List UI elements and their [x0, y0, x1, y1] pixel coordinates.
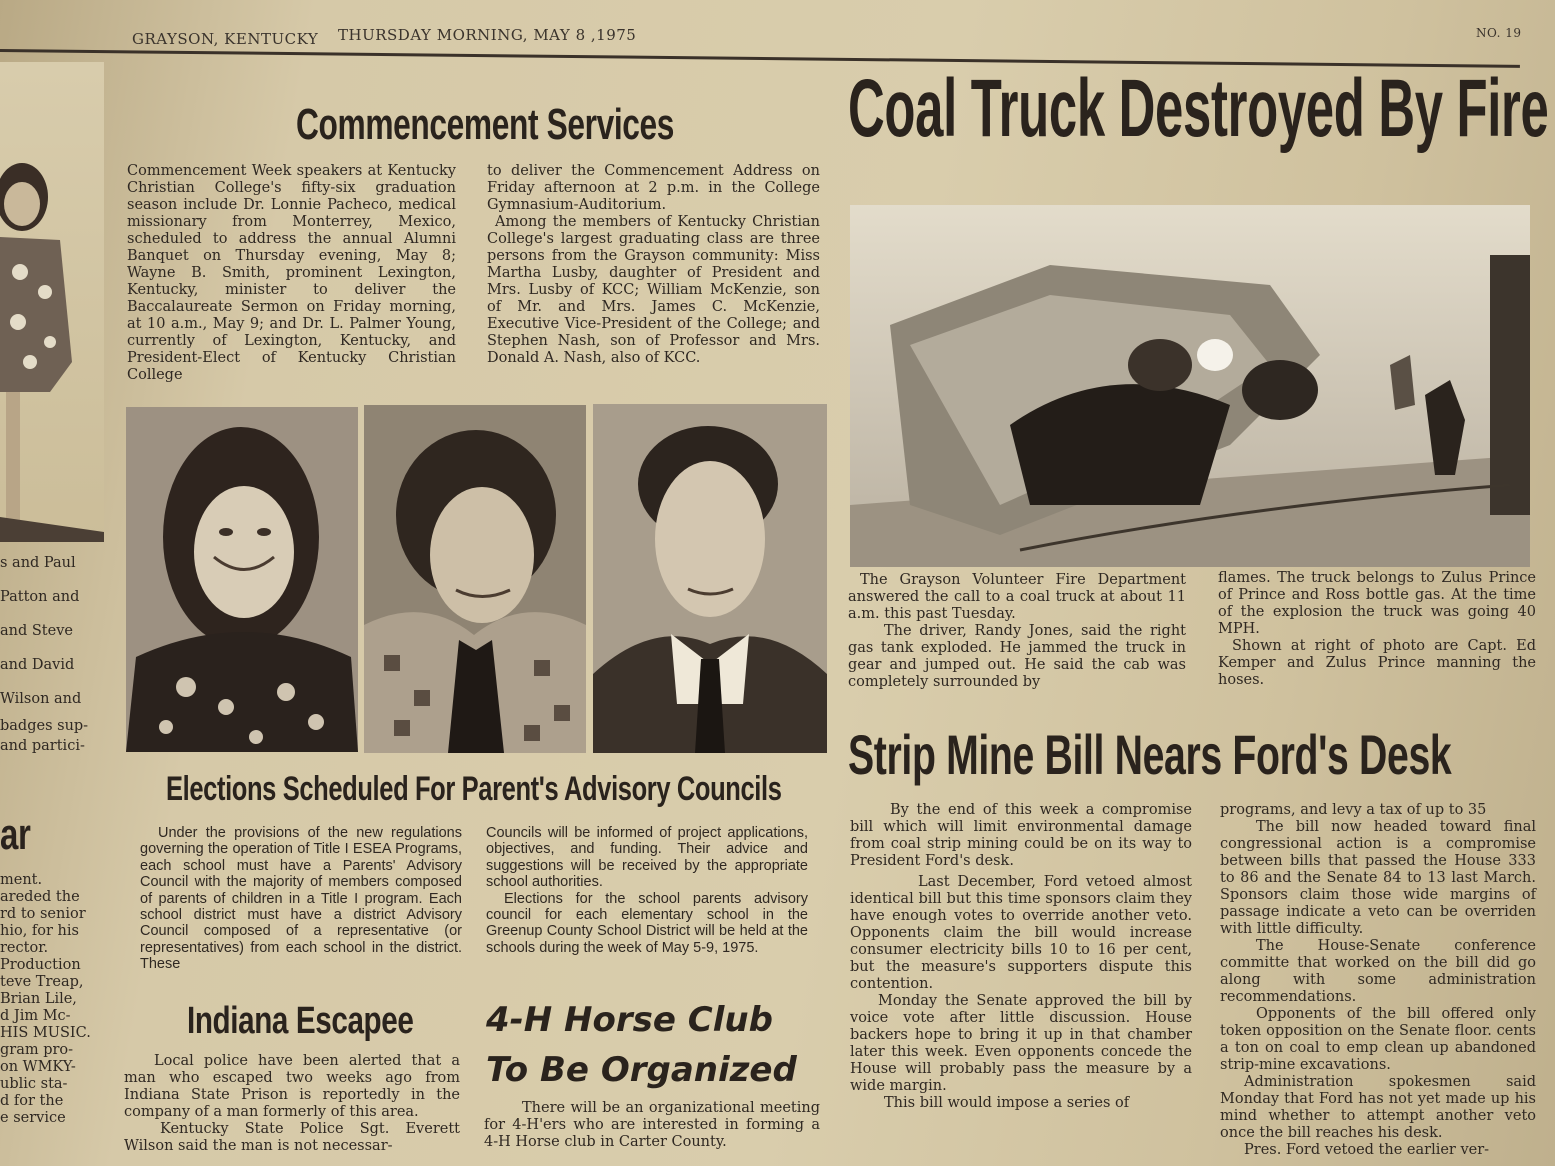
indiana-paragraph: Local police have been alerted that a man who escaped two weeks ago from Indiana State Prison is reportedly in the company of a man formerly of this area. — [124, 1053, 460, 1120]
fragment-line: teve Treap, — [0, 974, 84, 990]
strip-mine-headline: Strip Mine Bill Nears Ford's Desk — [848, 723, 1452, 786]
indiana-body — [124, 1053, 460, 1155]
horse-club-headline-2: To Be Organized — [486, 1050, 797, 1090]
strip-mine-paragraph: This bill would impose a series of — [884, 1095, 1130, 1111]
portrait-william-mckenzie — [364, 405, 586, 753]
horse-club-body: There will be an organizational meeting for 4-H'ers who are interested in forming a 4-H Horse club in Carter County. — [484, 1100, 820, 1150]
fragment-line: ment. — [0, 872, 43, 888]
fragment-line: rd to senior — [0, 906, 86, 922]
strip-mine-column-1 — [850, 802, 1192, 1112]
coal-truck-paragraph: The Grayson Volunteer Fire Department answered the call to a coal truck at about 11 a.m. this past Tuesday. — [848, 572, 1186, 622]
fragment-line: Brian Lile, — [0, 991, 77, 1007]
commencement-paragraph: to deliver the Commencement Address on Friday afternoon at 2 p.m. in the College Gymnasium-Auditorium. — [487, 163, 820, 213]
commencement-paragraph: Among the members of Kentucky Christian College's largest graduating class are three persons from the Grayson community: Miss Martha Lusby, daughter of President and Mrs. Lusby of KCC; William McKenzie, son of Mr. and Mrs. James C. McKenzie, Executive Vice-President of the College; and Stephen Nash, son of Professor and Mrs. Donald A. Nash, also of KCC. — [487, 214, 820, 366]
horse-club-headline-1: 4-H Horse Club — [486, 1000, 773, 1040]
coal-truck-headline: Coal Truck Destroyed By Fire — [848, 63, 1549, 154]
strip-mine-paragraph: Last December, Ford vetoed almost identical bill but this time sponsors claim they have enough votes to override another veto. Opponents claim the bill would increase consumer electricity bills 10 to 16 per cent, but the measure's supporters dispute this contention. — [850, 874, 1192, 992]
strip-mine-paragraph: Administration spokesmen said Monday that Ford has not yet made up his mind whether to attempt another veto once the bill reaches his desk. — [1220, 1074, 1536, 1141]
elections-paragraph: Elections for the school parents advisory council for each elementary school in the Greenup County School District will be held at the schools during the week of May 5-9, 1975. — [486, 890, 808, 956]
indiana-paragraph: Kentucky State Police Sgt. Everett Wilson said the man is not necessar- — [124, 1121, 460, 1154]
coal-truck-paragraph: Shown at right of photo are Capt. Ed Kemper and Zulus Prince manning the hoses. — [1218, 638, 1536, 688]
fragment-line: Production — [0, 957, 81, 973]
fragment-line: Patton and — [0, 589, 80, 605]
fragment-line: Wilson and — [0, 691, 82, 707]
elections-column-2 — [486, 825, 808, 956]
left-fragment-heading: ar — [0, 810, 31, 859]
strip-mine-column-2 — [1220, 802, 1536, 1159]
fragment-line: d Jim Mc- — [0, 1008, 71, 1024]
strip-mine-paragraph: The House-Senate conference committe that worked on the bill did go along with some administration recommendations. — [1220, 938, 1536, 1005]
fragment-line: e service — [0, 1110, 66, 1126]
elections-paragraph: Councils will be informed of project applications, objectives, and funding. Their advice and suggestions will be received by the appropriate school authorities. — [486, 825, 808, 891]
strip-mine-paragraph: programs, and levy a tax of up to 35 — [1220, 802, 1487, 818]
elections-headline: Elections Scheduled For Parent's Advisory Councils — [166, 770, 782, 808]
left-fragment-top — [0, 546, 104, 756]
coal-truck-column-2 — [1218, 570, 1536, 689]
fragment-line: and David — [0, 657, 75, 673]
commencement-column-1: Commencement Week speakers at Kentucky Christian College's fifty-six graduation season include Dr. Lonnie Pacheco, medical missionary from Monterrey, Mexico, scheduled to address the annual Alumni Banquet on Thursday evening, May 8; Wayne B. Smith, prominent Lexington, Kentucky, minister to deliver the Baccalaureate Sermon on Friday morning, at 10 a.m., May 9; and Dr. L. Palmer Young, currently of Lexington, Kentucky, and President-Elect of Kentucky Christian College — [127, 163, 456, 383]
left-photo-fragment — [0, 62, 104, 542]
strip-mine-paragraph: Monday the Senate approved the bill by voice vote after little discussion. House backers hope to bring it up in that chamber later this week. Even opponents concede the House will probably pass the measure by a wide margin. — [850, 993, 1192, 1094]
fragment-line: areded the — [0, 889, 80, 905]
strip-mine-paragraph: Opponents of the bill offered only token opposition on the Senate floor. cents a ton on coal to emp clean up abandoned strip-mine excavations. — [1220, 1006, 1536, 1073]
commencement-column-2 — [487, 163, 820, 367]
fragment-line: gram pro- — [0, 1042, 74, 1058]
portrait-stephen-nash — [593, 404, 827, 753]
fragment-line: badges sup- — [0, 718, 89, 734]
strip-mine-paragraph: By the end of this week a compromise bill which will limit environmental damage from coal strip mining could be on its way to President Ford's desk. — [850, 802, 1192, 869]
masthead-issue: NO. 19 — [1476, 26, 1522, 40]
fragment-line: and partici- — [0, 738, 85, 754]
coal-truck-paragraph: flames. The truck belongs to Zulus Prince of Prince and Ross bottle gas. At the time of the explosion the truck was going 40 MPH. — [1218, 570, 1536, 637]
elections-column-1: Under the provisions of the new regulations governing the operation of Title I ESEA Programs, each school must have a Parents' Advisory Council with the majority of members composed of parents of children in a Title I program. Each school district must have a district Advisory Council composed of a representative (or representatives) from each school in the district. These — [140, 825, 462, 973]
strip-mine-paragraph: The bill now headed toward final congressional action is a compromise between bills that passed the House 333 to 86 and the Senate 84 to 13 last March. Sponsors claim those wide margins of passage indicate a veto can be overriden with little difficulty. — [1220, 819, 1536, 937]
fragment-line: s and Paul — [0, 555, 76, 571]
commencement-headline: Commencement Services — [296, 100, 675, 149]
fragment-line: rector. — [0, 940, 49, 956]
fragment-line: ublic sta- — [0, 1076, 68, 1092]
fragment-line: hio, for his — [0, 923, 79, 939]
portrait-martha-lusby — [126, 407, 358, 752]
indiana-headline: Indiana Escapee — [187, 1000, 414, 1042]
fragment-line: on WMKY- — [0, 1059, 76, 1075]
fragment-line: d for the — [0, 1093, 64, 1109]
fragment-line: and Steve — [0, 623, 73, 639]
masthead-location: GRAYSON, KENTUCKY — [132, 30, 319, 48]
fragment-line: HIS MUSIC. — [0, 1025, 91, 1041]
masthead-date: THURSDAY MORNING, MAY 8 ,1975 — [338, 26, 637, 44]
strip-mine-paragraph: Pres. Ford vetoed the earlier ver- — [1244, 1142, 1490, 1158]
left-fragment-bottom — [0, 872, 104, 1127]
coal-truck-fire-photo — [850, 205, 1530, 567]
coal-truck-paragraph: The driver, Randy Jones, said the right gas tank exploded. He jammed the truck in gear and jumped out. He said the cab was completely surrounded by — [848, 623, 1186, 690]
coal-truck-column-1 — [848, 572, 1186, 691]
